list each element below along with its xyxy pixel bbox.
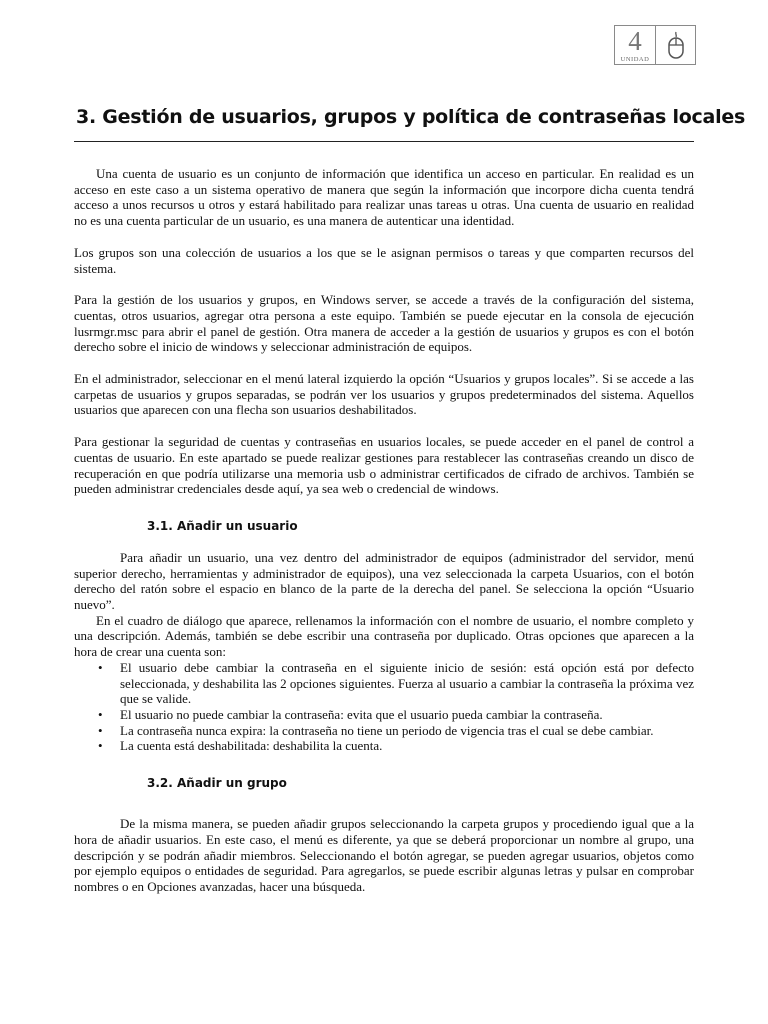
paragraph: En el cuadro de diálogo que aparece, rellenamos la información con el nombre de usuario, el nombre completo y una descripción. Además, también se debe escribir una contraseña por duplicado. Otras opciones que aparecen a la hora de crear una cuenta son: [74, 612, 694, 660]
paragraph: En el administrador, seleccionar en el menú lateral izquierdo la opción “Usuarios y grupos locales”. Si se accede a las carpetas de usuarios y grupos separadas, se podrán ver los usuarios y grupos predeterminados del sistema. Aquellos usuarios que aparecen con una flecha son usuarios deshabilitados. [74, 371, 694, 418]
unit-label: UNIDAD [620, 56, 650, 63]
section-heading: 3.2. Añadir un grupo [147, 776, 287, 791]
list-item: • La cuenta está deshabilitada: deshabilita la cuenta. [120, 738, 694, 754]
mouse-icon [656, 26, 695, 64]
list-item: • El usuario debe cambiar la contraseña en el siguiente inicio de sesión: está opción está por defecto seleccionada, y deshabilita las 2 opciones siguientes. Fuerza al usuario a cambiar la contraseña la próxima vez que se valide. [120, 660, 694, 707]
paragraph: De la misma manera, se pueden añadir grupos seleccionando la carpeta grupos y procediendo igual que a la hora de añadir usuarios. En este caso, el menú es diferente, ya que se deberá proporcionar un nombre al grupo, una descripción y se podrán añadir miembros. Seleccionando el botón agregar, se pueden agregar usuarios, objetos como por ejemplo equipos o entidades de seguridad. Para agregarlos, se puede escribir algunas letras y pulsar en comprobar nombres o en Opciones avanzadas, hacer una búsqueda. [74, 816, 694, 894]
unit-badge [614, 25, 696, 65]
list-item: • La contraseña nunca expira: la contraseña no tiene un periodo de vigencia tras el cual se debe cambiar. [120, 723, 694, 739]
unit-number-cell [615, 26, 656, 64]
paragraph: Para gestionar la seguridad de cuentas y contraseñas en usuarios locales, se puede acceder en el panel de control a cuentas de usuario. En este apartado se puede realizar gestiones para restablecer las contraseñas creando un disco de recuperación en que podría utilizarse una memoria usb o administrar certificados de cifrado de archivos. También se pueden administrar credenciales desde aquí, ya sea web o credencial de windows. [74, 434, 694, 497]
paragraph: Una cuenta de usuario es un conjunto de información que identifica un acceso en particular. En realidad es un acceso en este caso a un sistema operativo de manera que según la información que incorpore dicha cuenta tendrá acceso a unos recursos u otros y estará habilitado para realizar unas tareas u otras. Una cuenta de usuario en realidad no es una cuenta particular de un usuario, es una manera de autenticar una identidad. [74, 166, 694, 229]
page-title: 3. Gestión de usuarios, grupos y política de contraseñas locales [76, 106, 746, 128]
title-divider [74, 141, 694, 142]
document-body [74, 166, 694, 895]
paragraph: Para añadir un usuario, una vez dentro del administrador de equipos (administrador del servidor, menú superior derecho, herramientas y administrador de equipos), una vez seleccionada la carpeta Usuarios, con el botón derecho del ratón sobre el espacio en blanco de la parte de la derecha del panel. Se selecciona la opción “Usuario nuevo”. [74, 549, 694, 613]
list-item: • El usuario no puede cambiar la contraseña: evita que el usuario pueda cambiar la contraseña. [120, 707, 694, 723]
options-list [74, 660, 694, 754]
paragraph: Para la gestión de los usuarios y grupos, en Windows server, se accede a través de la configuración del sistema, cuentas, otros usuarios, agregar otra persona a este equipo. También se puede ejecutar en la consola de ejecución lusrmgr.msc para abrir el panel de gestión. Otra manera de acceder a la gestión de usuarios y grupos es con el botón derecho sobre el inicio de windows y seleccionar administración de equipos. [74, 292, 694, 355]
section-heading: 3.1. Añadir un usuario [147, 518, 298, 533]
unit-number: 4 [628, 26, 642, 56]
paragraph: Los grupos son una colección de usuarios a los que se le asignan permisos o tareas y que comparten recursos del sistema. [74, 244, 694, 276]
